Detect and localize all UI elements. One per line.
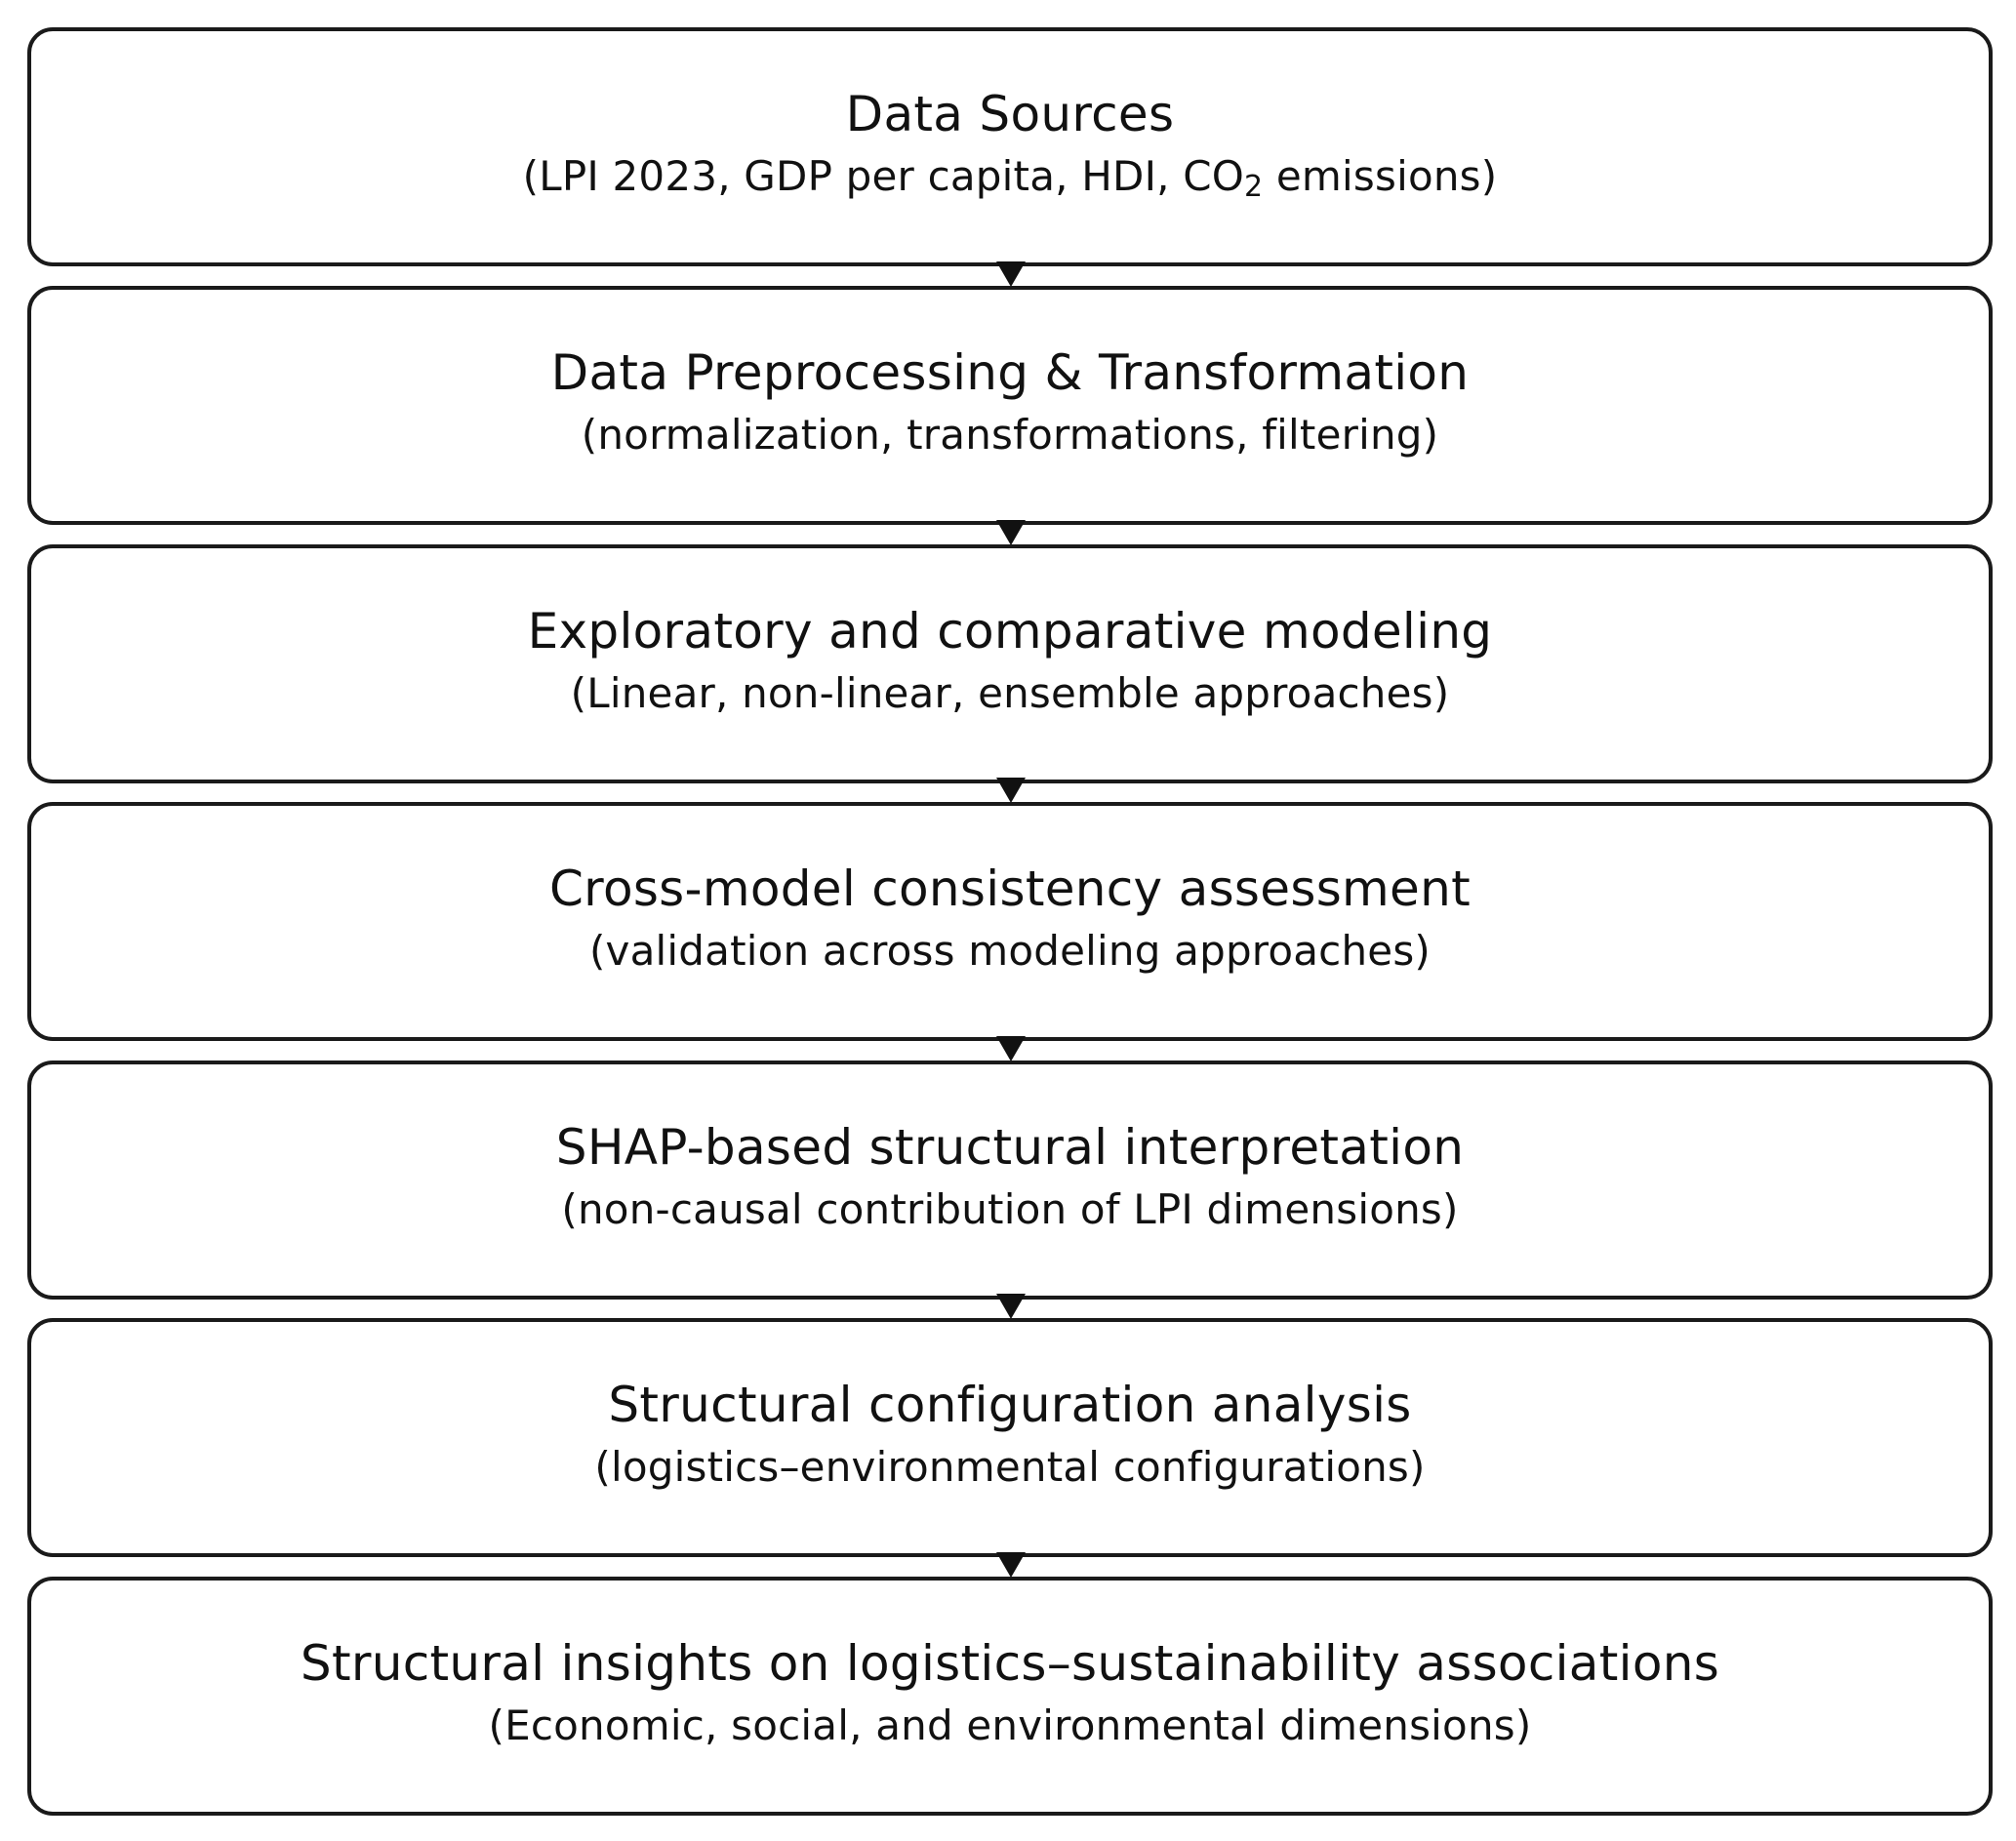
step-subtitle: (validation across modeling approaches) bbox=[588, 926, 1431, 975]
step-subtitle: (logistics–environmental configurations) bbox=[594, 1442, 1426, 1491]
step-title: Data Sources bbox=[845, 85, 1175, 142]
down-arrow-icon bbox=[996, 1036, 1026, 1061]
step-shap-interpretation bbox=[27, 1061, 1993, 1300]
step-exploratory-modeling bbox=[27, 544, 1993, 783]
down-arrow-icon bbox=[996, 778, 1026, 803]
down-arrow-icon bbox=[996, 1294, 1026, 1319]
down-arrow-icon bbox=[996, 520, 1026, 545]
step-title: SHAP-based structural interpretation bbox=[555, 1118, 1465, 1176]
step-subtitle: (Linear, non-linear, ensemble approaches) bbox=[570, 668, 1450, 717]
step-subtitle: (non-causal contribution of LPI dimensions) bbox=[561, 1184, 1459, 1233]
subscript-two: 2 bbox=[1244, 169, 1264, 204]
step-title: Structural configuration analysis bbox=[608, 1376, 1412, 1433]
step-subtitle: (Economic, social, and environmental dimensions) bbox=[488, 1701, 1532, 1749]
step-subtitle bbox=[523, 150, 1498, 203]
step-data-sources bbox=[27, 27, 1993, 266]
step-title: Exploratory and comparative modeling bbox=[527, 602, 1493, 660]
down-arrow-icon bbox=[996, 261, 1026, 287]
step-title: Data Preprocessing & Transformation bbox=[550, 343, 1470, 401]
step-preprocessing bbox=[27, 286, 1993, 525]
step-consistency-assessment bbox=[27, 802, 1993, 1041]
step-configuration-analysis bbox=[27, 1318, 1993, 1557]
step-subtitle-part: (LPI 2023, GDP per capita, HDI, CO bbox=[522, 151, 1245, 200]
step-title: Structural insights on logistics–sustainability associations bbox=[300, 1634, 1720, 1692]
step-subtitle: (normalization, transformations, filtering) bbox=[581, 410, 1439, 459]
step-subtitle-part: emissions) bbox=[1263, 151, 1498, 200]
step-structural-insights bbox=[27, 1577, 1993, 1816]
down-arrow-icon bbox=[996, 1552, 1026, 1578]
step-title: Cross-model consistency assessment bbox=[548, 860, 1472, 917]
